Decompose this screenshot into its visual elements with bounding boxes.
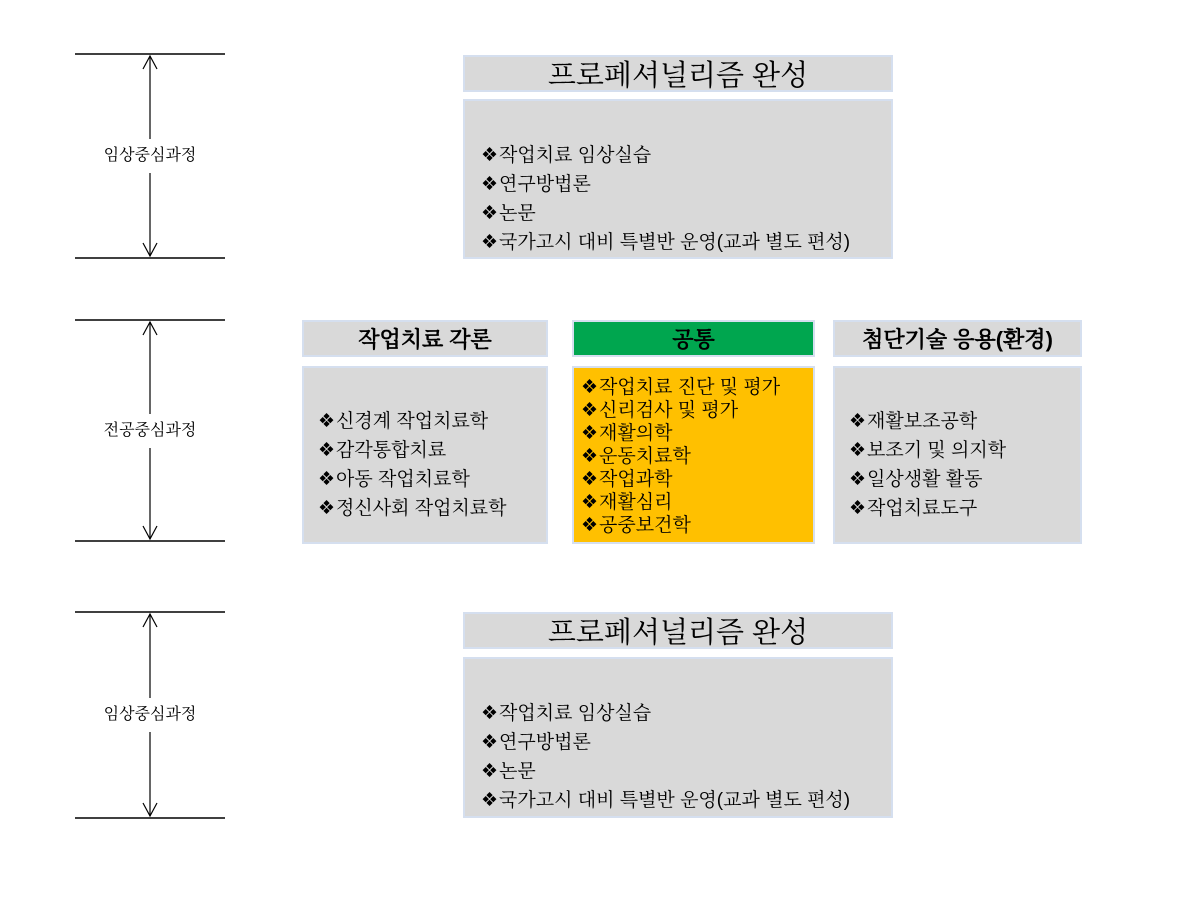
diamond-bullet-icon: ❖ [581, 515, 599, 536]
column-header-text: 공통 [672, 327, 715, 352]
list-item [481, 170, 885, 199]
bottom-title-box [463, 612, 893, 649]
list-item-text: 작업치료 임상실습 [499, 145, 652, 166]
bottom-title-text: 프로페셔널리즘 완성 [547, 617, 809, 649]
rail-section-clinical-top [75, 53, 225, 259]
list-item [581, 422, 809, 445]
column-header-advanced-technology [833, 320, 1082, 357]
top-title-text: 프로페셔널리즘 완성 [547, 60, 809, 92]
list-item [849, 436, 1074, 465]
diamond-bullet-icon: ❖ [581, 377, 599, 398]
list-item-text: 논문 [499, 203, 536, 224]
list-item-text: 연구방법론 [499, 174, 591, 195]
list-item [318, 465, 540, 494]
diamond-bullet-icon: ❖ [481, 790, 499, 811]
diamond-bullet-icon: ❖ [849, 440, 867, 461]
column-header-text: 작업치료 각론 [358, 327, 492, 352]
list-item [581, 445, 809, 468]
list-item [849, 407, 1074, 436]
diamond-bullet-icon: ❖ [318, 498, 336, 519]
list-item [849, 494, 1074, 523]
list-item [318, 436, 540, 465]
diamond-bullet-icon: ❖ [849, 411, 867, 432]
list-item [481, 728, 885, 757]
diamond-bullet-icon: ❖ [581, 492, 599, 513]
rail-section-major [75, 319, 225, 542]
list-item-text: 일상생활 활동 [867, 469, 983, 490]
list-item [581, 376, 809, 399]
list-item [581, 491, 809, 514]
list-item [481, 786, 885, 815]
diamond-bullet-icon: ❖ [481, 703, 499, 724]
list-item-text: 국가고시 대비 특별반 운영(교과 별도 편성) [499, 232, 851, 253]
diamond-bullet-icon: ❖ [581, 469, 599, 490]
list-item-text: 작업치료 진단 및 평가 [599, 377, 781, 398]
list-item-text: 연구방법론 [499, 732, 591, 753]
diamond-bullet-icon: ❖ [581, 423, 599, 444]
list-item-text: 재활의학 [599, 423, 673, 444]
diamond-bullet-icon: ❖ [849, 469, 867, 490]
list-item-text: 아동 작업치료학 [336, 469, 470, 490]
list-item [481, 757, 885, 786]
list-item-text: 작업과학 [599, 469, 673, 490]
rail-label-major: 전공중심과정 [103, 421, 197, 439]
list-item-text: 작업치료도구 [867, 498, 978, 519]
top-title-box [463, 55, 893, 92]
list-item [581, 468, 809, 491]
diamond-bullet-icon: ❖ [481, 732, 499, 753]
diamond-bullet-icon: ❖ [481, 232, 499, 253]
list-item-text: 신리검사 및 평가 [599, 400, 739, 421]
top-content-box [463, 99, 893, 259]
rail-label-clinical-bottom: 임상중심과정 [103, 706, 197, 723]
list-item [481, 199, 885, 228]
column-header-common [572, 320, 815, 357]
diamond-bullet-icon: ❖ [481, 203, 499, 224]
column-body-advanced-technology [833, 366, 1082, 544]
list-item-text: 신경계 작업치료학 [336, 411, 489, 432]
diamond-bullet-icon: ❖ [849, 498, 867, 519]
rail-section-clinical-bottom [75, 611, 225, 819]
column-body-occupational-therapy-topics [302, 366, 548, 544]
column-header-text: 첨단기술 응용(환경) [862, 327, 1053, 352]
diamond-bullet-icon: ❖ [481, 761, 499, 782]
list-item [849, 465, 1074, 494]
list-item [318, 494, 540, 523]
diamond-bullet-icon: ❖ [481, 145, 499, 166]
list-item-text: 감각통합치료 [336, 440, 447, 461]
diamond-bullet-icon: ❖ [318, 469, 336, 490]
diamond-bullet-icon: ❖ [318, 440, 336, 461]
list-item-text: 재활보조공학 [867, 411, 978, 432]
list-item [581, 514, 809, 537]
list-item-text: 논문 [499, 761, 536, 782]
bottom-content-box [463, 657, 893, 818]
list-item [481, 228, 885, 257]
list-item-text: 재활심리 [599, 492, 673, 513]
diamond-bullet-icon: ❖ [581, 446, 599, 467]
list-item [481, 699, 885, 728]
list-item-text: 국가고시 대비 특별반 운영(교과 별도 편성) [499, 790, 851, 811]
column-header-occupational-therapy-topics [302, 320, 548, 357]
column-body-common [572, 366, 815, 544]
list-item [481, 141, 885, 170]
diamond-bullet-icon: ❖ [318, 411, 336, 432]
diamond-bullet-icon: ❖ [481, 174, 499, 195]
list-item-text: 보조기 및 의지학 [867, 440, 1007, 461]
list-item-text: 작업치료 임상실습 [499, 703, 652, 724]
list-item [581, 399, 809, 422]
list-item-text: 정신사회 작업치료학 [336, 498, 507, 519]
rail-label-clinical-top: 임상중심과정 [103, 147, 197, 164]
diamond-bullet-icon: ❖ [581, 400, 599, 421]
list-item [318, 407, 540, 436]
list-item-text: 공중보건학 [599, 515, 691, 536]
list-item-text: 운동치료학 [599, 446, 691, 467]
